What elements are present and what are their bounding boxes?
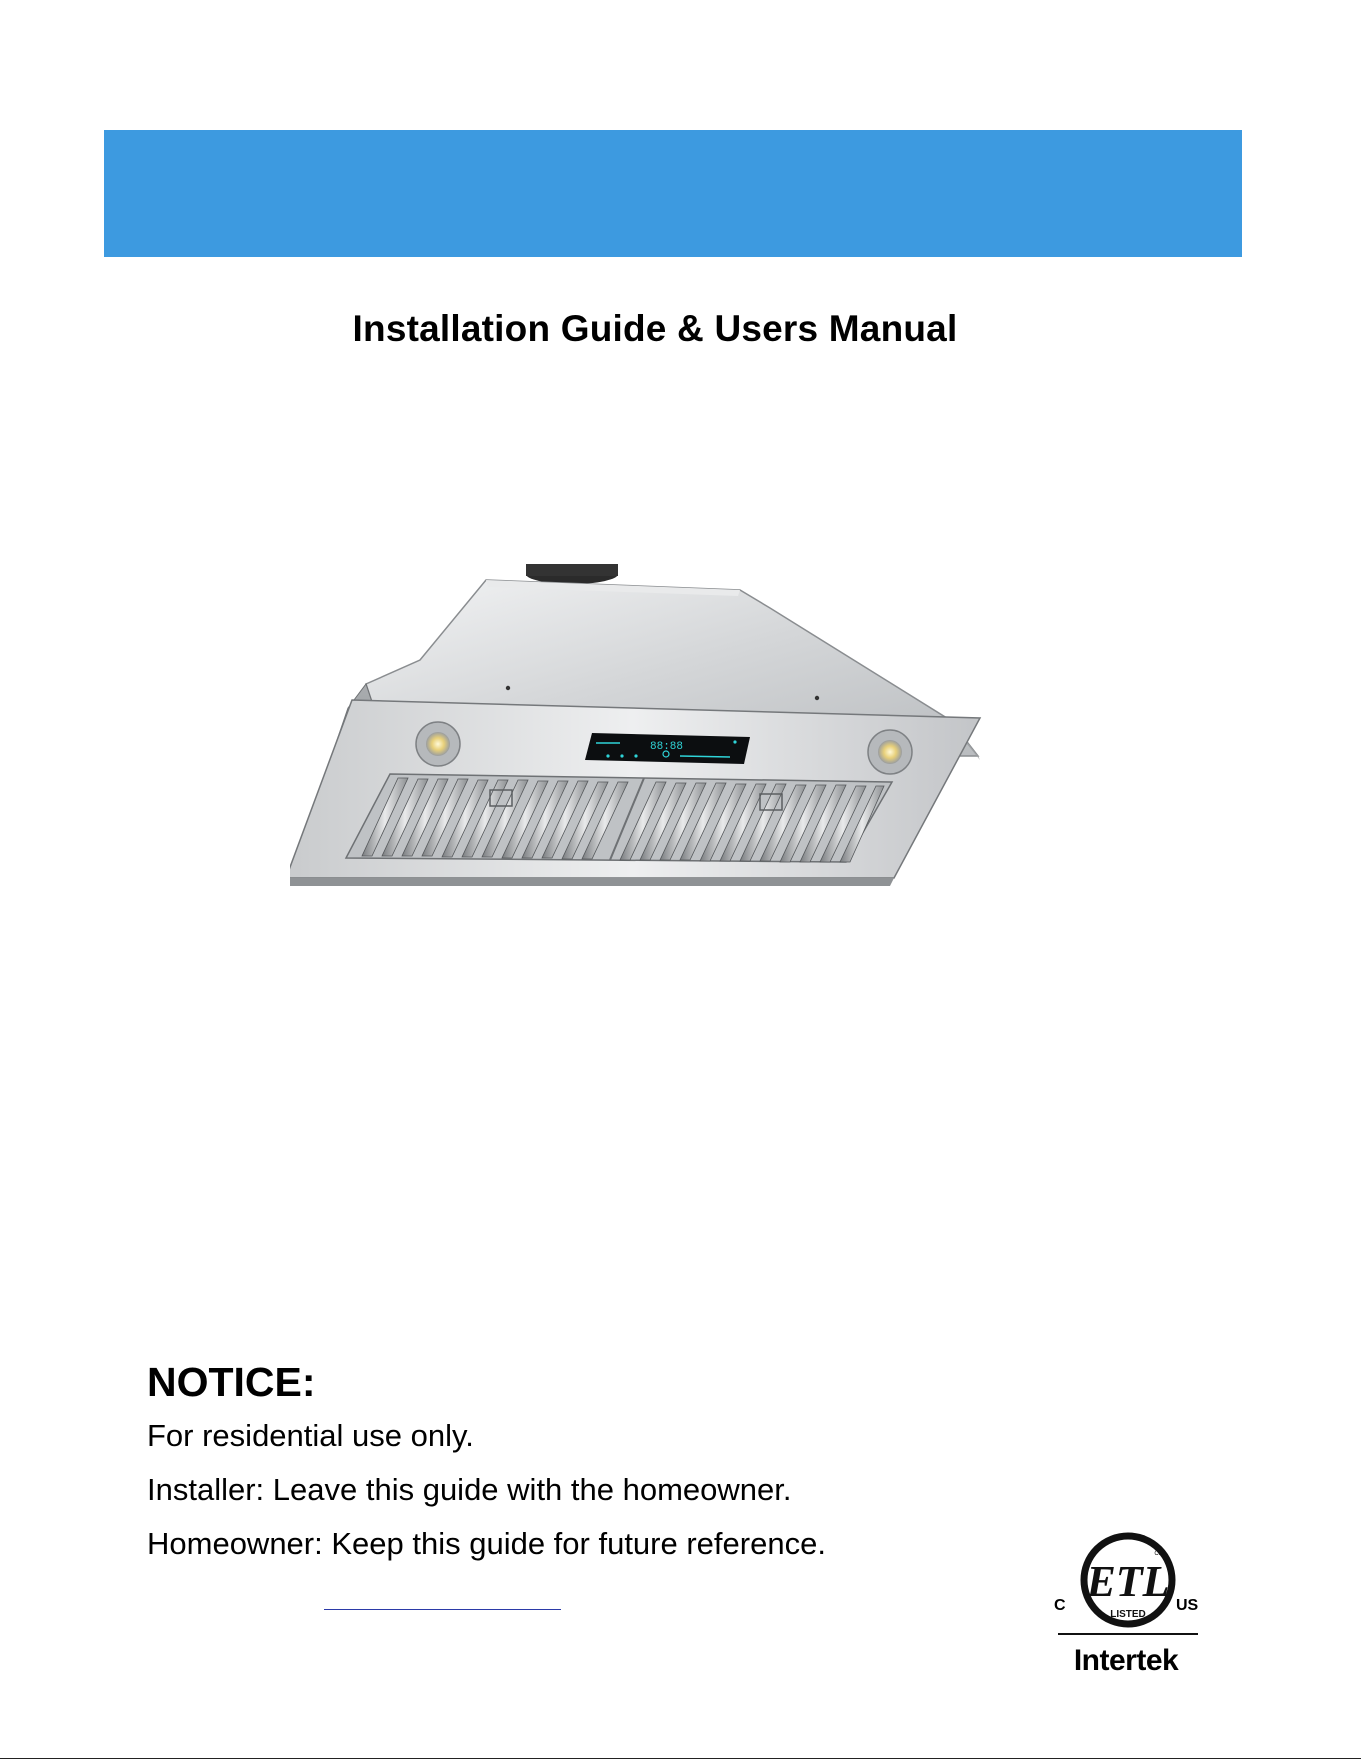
svg-text:88:88: 88:88 <box>650 741 684 753</box>
notice-line-homeowner: Homeowner: Keep this guide for future reference. <box>147 1526 826 1561</box>
notice-line-installer: Installer: Leave this guide with the homeowner. <box>147 1472 792 1507</box>
range-hood-image <box>290 560 1120 1000</box>
notice-heading: NOTICE: <box>147 1359 316 1405</box>
etl-c-label: C <box>1054 1597 1066 1614</box>
hyperlink-underline[interactable] <box>324 1609 561 1610</box>
document-title: Installation Guide & Users Manual <box>352 308 958 349</box>
intertek-wordmark: Intertek <box>1073 1644 1179 1677</box>
header-banner <box>104 130 1242 257</box>
notice-section <box>147 1358 826 1580</box>
svg-text:LISTED: LISTED <box>1110 1609 1146 1620</box>
svg-text:CM: CM <box>1154 1551 1164 1557</box>
etl-us-label: US <box>1176 1597 1199 1614</box>
svg-text:ETL: ETL <box>1086 1557 1170 1606</box>
notice-line-residential: For residential use only. <box>147 1418 474 1453</box>
footer-divider <box>0 1758 1361 1759</box>
